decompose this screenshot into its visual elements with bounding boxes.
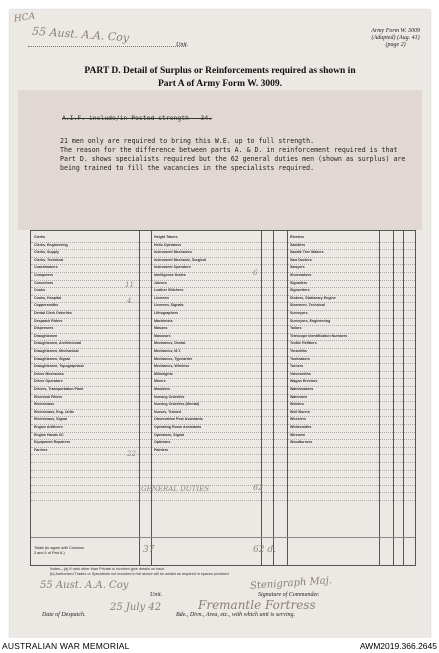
trade-label: Instrument Operators [154, 265, 191, 270]
trade-label: Shoemakers [290, 273, 312, 277]
trade-label: Nursing Orderlies [154, 394, 185, 399]
trade-label: Instrument Mechanics [154, 250, 192, 255]
trade-label: Instrument Mechanic, Surgical [154, 257, 207, 262]
trade-label: Signallers [290, 280, 308, 285]
table-row-line [31, 272, 415, 273]
form-reference [371, 28, 420, 49]
trade-label: Telescope Identification Numbers [290, 333, 348, 338]
signature-unit-handwritten: 55 Aust. A.A. Coy [40, 580, 129, 591]
table-row-line [31, 249, 415, 250]
bde-label: Bde., Divn., Area, etc., with which unit is serving. [176, 612, 295, 618]
totals-label [34, 546, 84, 556]
table-row-line [31, 348, 415, 349]
table-row-line [31, 325, 415, 326]
trade-label: Driver Operators [34, 379, 63, 384]
typed-header-text: A.I.F. include/in Posted strength - 34. [62, 114, 213, 122]
trade-label: Electricians [34, 402, 55, 407]
trade-label: Clerks, Engineering [34, 242, 68, 247]
date-label: Date of Despatch. [42, 612, 86, 618]
trade-label: Intelligence Duties [154, 273, 186, 277]
entry-operators-signal: 22 [127, 450, 136, 458]
totals-label-line1: Totals (to agree with Columns [34, 546, 85, 550]
trade-label: Wagon Erectors [290, 379, 318, 384]
table-row-line [31, 363, 415, 364]
trade-label: Riveters [290, 235, 305, 239]
table-row-line [31, 454, 415, 455]
trade-label: Mechanics, Typewriter [154, 356, 193, 361]
trade-label: Opticians [154, 440, 171, 445]
trade-label: Drivers, Transportation Plant [34, 387, 84, 391]
typed-note-panel [18, 90, 422, 230]
trade-label: Observation Post Assistants [154, 417, 203, 422]
table-divider [139, 231, 140, 565]
trade-label: Draughtsmen, Topographical [34, 364, 84, 369]
table-row-line [31, 447, 415, 448]
trade-label: Surveyors, Engineering [290, 318, 331, 323]
trade-label: Operators, Signal [154, 432, 184, 437]
form-ref-line2: (Adapted) (Aug. 41) [371, 35, 420, 41]
trade-label: Wiremen [290, 432, 306, 437]
trade-label: Watermen [290, 394, 308, 399]
trade-label: Machinists [154, 318, 173, 323]
entry-general-duties: GENERAL DUTIES [141, 485, 209, 493]
table-row-line [31, 439, 415, 440]
table-blank-row [31, 470, 415, 471]
form-title [10, 65, 430, 91]
table-row-line [31, 333, 415, 334]
table-divider [273, 231, 274, 565]
footer-institution: AUSTRALIAN WAR MEMORIAL [2, 641, 130, 651]
trade-label: Linemen [154, 295, 169, 300]
trade-label: Signwriters [290, 288, 310, 293]
trade-label: Linemen, Signals [154, 303, 184, 308]
footer-accession: AWM2019.366.2645 [359, 641, 437, 651]
notes [50, 567, 230, 577]
trade-label: Farriers [34, 447, 48, 452]
trade-label: Clerks [34, 235, 45, 239]
table-divider [393, 231, 394, 565]
unit-label: Unit. [176, 42, 189, 48]
date-handwritten: 25 July 42 [110, 602, 162, 613]
trade-label: Turners [290, 364, 304, 369]
entry-computers: 11 [125, 281, 134, 289]
trade-label: Clerks, Supply [34, 250, 59, 255]
trade-label: Mechanics, Wireless [154, 364, 190, 369]
form-page [10, 10, 430, 638]
trade-label: Cooks, Hospital [34, 295, 62, 300]
trade-label: Coachmakers [34, 265, 58, 270]
typed-body: 21 men only are required to bring this W.E. up to full strength. The reason for the difference between parts A. & D. in reinforcement required is that Part D. shows specialists required but the 62 general duties men (shown as surplus) are being trained to fill the vacancies in the specialists required. [60, 137, 406, 172]
table-row-line [31, 257, 415, 258]
trade-label: Storemen, Technical [290, 303, 325, 308]
trade-label: Operating Room Assistants [154, 425, 202, 429]
table-row-line [31, 378, 415, 379]
table-divider [261, 231, 262, 565]
title-line2: Part A of Army Form W. 3009. [157, 79, 282, 89]
table-row-line [31, 302, 415, 303]
table-row-line [31, 356, 415, 357]
trade-label: Whitesmiths [290, 425, 312, 429]
totals-value-2: 62 d. [253, 545, 276, 555]
table-row-line [31, 371, 415, 372]
trades-table [30, 230, 416, 566]
table-row-line [31, 424, 415, 425]
trade-label: Painters [154, 447, 169, 452]
trade-label: Woodturners [290, 440, 313, 445]
trade-label: Tinsmiths [290, 349, 307, 353]
trade-label: Engine Hands I/C [34, 432, 64, 437]
table-blank-row [31, 477, 415, 478]
table-divider [379, 231, 380, 565]
entry-instrument-operators: 6 [253, 269, 258, 277]
trade-label: Draughtsmen [34, 333, 58, 338]
trade-label: Moulders [154, 387, 170, 391]
table-row-line [31, 242, 415, 243]
trade-label: Lithographers [154, 311, 179, 315]
trade-label: Computers [34, 273, 53, 277]
commander-label: Signature of Commander. [258, 592, 320, 598]
table-row-line [31, 287, 415, 288]
trade-label: Nurses, Trained [154, 409, 181, 414]
notes-line1: Notes—(a) If rank other than Private is involved give details on back. [50, 567, 166, 571]
trade-label: Joiners [154, 280, 167, 285]
trade-label: Despatch Riders [34, 318, 63, 323]
trade-label: Mechanics, Dental [154, 341, 186, 346]
trade-label: Mechanics, M.T. [154, 349, 182, 353]
trade-label: Masons [154, 326, 168, 331]
signature-unit-label: Unit. [150, 592, 163, 598]
trade-label: Dental Clerk Orderlies [34, 311, 72, 315]
table-row-line [31, 394, 415, 395]
table-row-line [31, 318, 415, 319]
trade-label: Miners [154, 379, 166, 384]
trade-label: Equipment Repairers [34, 440, 71, 445]
table-divider [151, 231, 152, 565]
table-divider [403, 231, 404, 565]
trade-label: Concretors [34, 280, 54, 285]
form-ref-line3: (page 2) [385, 42, 406, 48]
entry-general-duties-count: 62 [253, 483, 264, 492]
trade-label: Helio Operators [154, 242, 181, 247]
table-blank-row [31, 500, 415, 501]
unit-handwritten: 55 Aust. A.A. Coy [31, 24, 130, 45]
bde-handwritten: Fremantle Fortress [198, 598, 316, 612]
trade-label: Draughtsmen, Signal [34, 356, 70, 361]
trade-label: Electricians, Signal [34, 417, 67, 422]
table-blank-row [31, 492, 415, 493]
trade-label: Toolmakers [290, 356, 310, 361]
form-ref-line1: Army Form W. 3009 [371, 28, 420, 34]
totals-value-1: 37 [143, 545, 155, 555]
entry-cooks: 4 [127, 297, 132, 305]
table-row-line [31, 310, 415, 311]
trade-label: Engine Artificers [34, 425, 63, 429]
trade-label: Leather Stitchers [154, 288, 184, 293]
trade-label: Saddlers [290, 242, 306, 247]
trade-label: Masseurs [154, 333, 171, 338]
table-row-line [31, 280, 415, 281]
table-row-line [31, 432, 415, 433]
trade-label: Saddle Tree Makers [290, 250, 324, 255]
trade-label: Coppersmiths [34, 303, 59, 308]
trade-label: Nursing Orderlies (Mental) [154, 402, 200, 407]
trade-label: Electricians, Eng. Units [34, 409, 74, 414]
table-row-line [31, 416, 415, 417]
totals-separator [31, 537, 415, 538]
notes-line2: (b) Authorised Trades or Specialists not included in list above will be added as required in spaces provided. [50, 572, 230, 576]
trade-label: Watchmakers [290, 387, 314, 391]
trade-label: Driver Mechanics [34, 371, 64, 376]
trade-label: Cooks [34, 288, 45, 293]
table-row-line [31, 409, 415, 410]
title-line1: PART D. Detail of Surplus or Reinforcements required as shown in [84, 66, 356, 76]
trade-label: Surveyors [290, 311, 308, 315]
trade-label: Height Takers [154, 235, 178, 239]
trade-label: Textile Refitters [290, 341, 317, 346]
trade-label: Stokers, Stationary Engine [290, 295, 336, 300]
trade-label: Tailors [290, 326, 302, 331]
trade-label: Wheelers [290, 417, 306, 422]
trade-label: Valvesmiths [290, 371, 311, 376]
trade-label: Dispensers [34, 326, 54, 331]
table-row-line [31, 340, 415, 341]
trade-label: Well Borers [290, 409, 310, 414]
table-row-line [31, 264, 415, 265]
trade-label: Electrical Fitters [34, 394, 62, 399]
trade-label: Saw Doctors [290, 257, 312, 262]
trade-label: Clerks, Technical [34, 257, 64, 262]
table-blank-row [31, 485, 415, 486]
trade-label: Sawyers [290, 265, 305, 270]
table-divider [287, 231, 288, 565]
trade-label: Millwrights [154, 371, 173, 376]
table-row-line [31, 386, 415, 387]
table-row-line [31, 295, 415, 296]
footer [0, 638, 439, 653]
trade-label: Draughtsmen, Mechanical [34, 349, 79, 353]
table-row-line [31, 401, 415, 402]
totals-label-line2: 3 and 4 of Part A.) [34, 551, 65, 555]
trade-label: Welders [290, 402, 304, 407]
table-blank-row [31, 462, 415, 463]
typed-header [62, 114, 212, 122]
trade-label: Draughtsmen, Architectural [34, 341, 82, 346]
commander-signature: Stenigraph Maj. [249, 575, 333, 592]
corner-note: HCA [13, 11, 36, 25]
